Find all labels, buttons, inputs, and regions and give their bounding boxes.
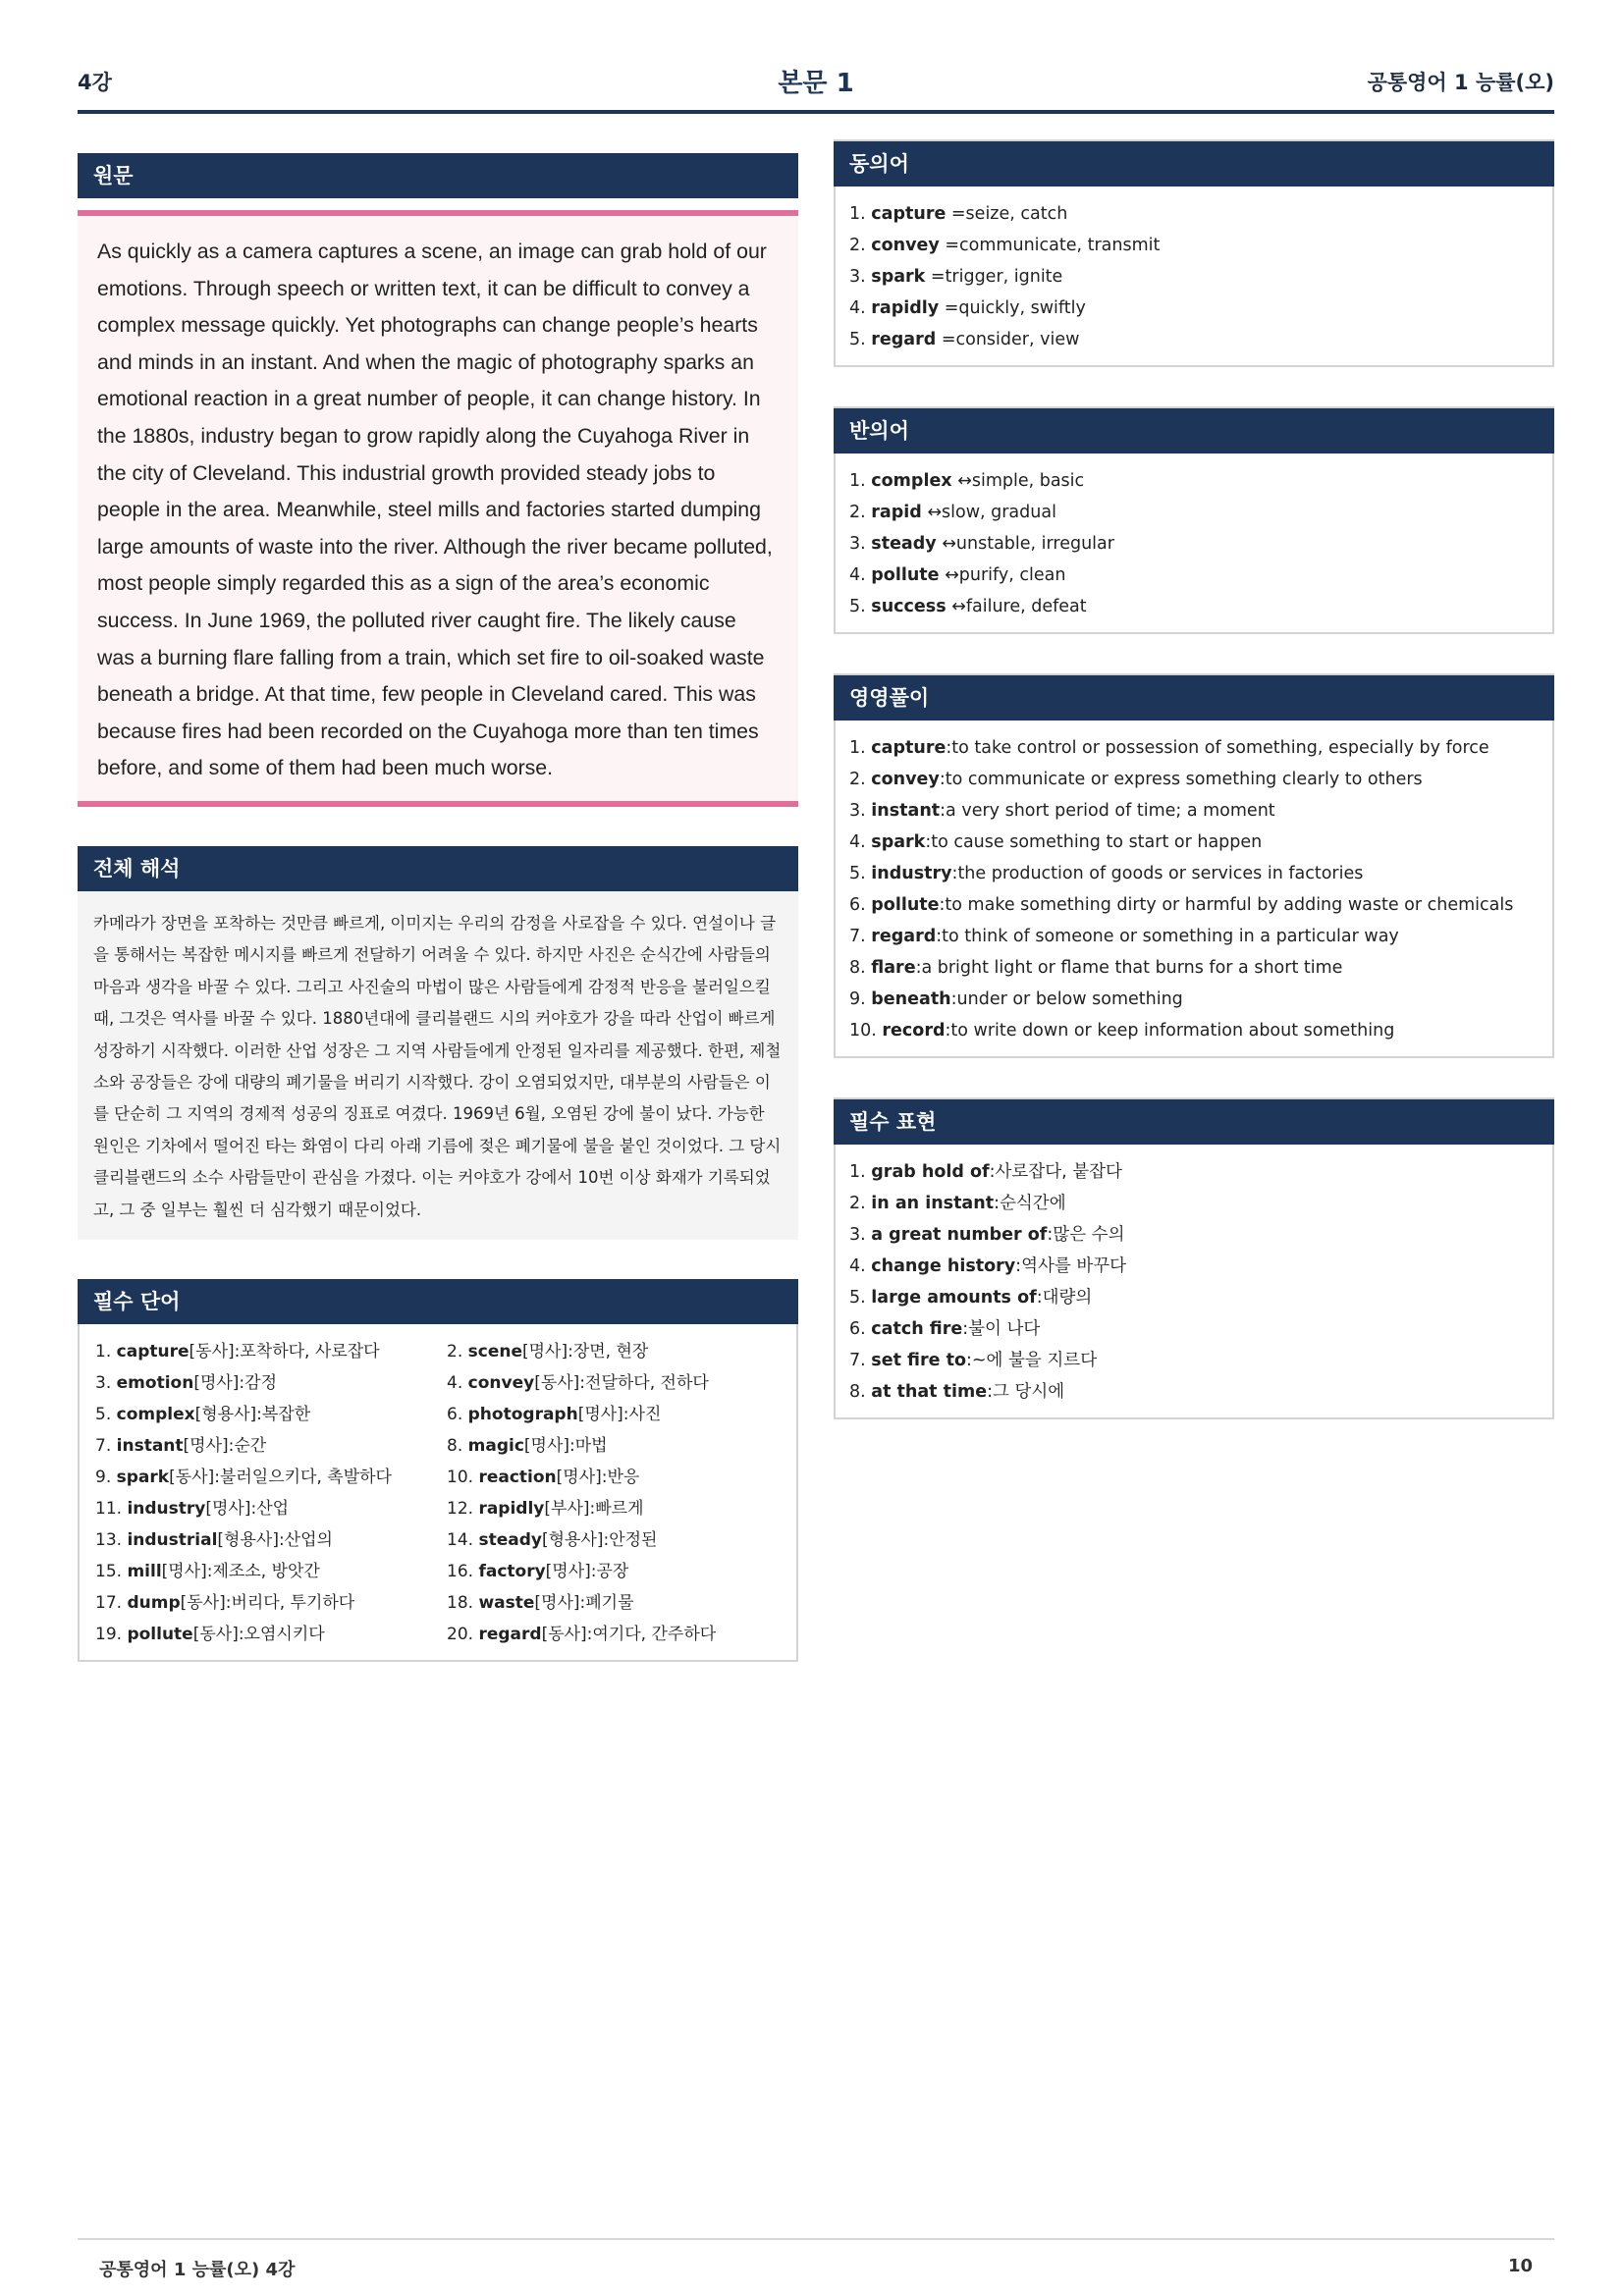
item-number: 1.: [849, 1162, 866, 1182]
item-number: 1.: [849, 738, 866, 758]
item-word: catch fire: [871, 1319, 963, 1339]
vocab-item: [95, 1587, 447, 1619]
synonym-item: [849, 324, 1539, 355]
item-word: capture: [871, 204, 947, 224]
vocab-item: [95, 1619, 447, 1650]
expression-item: [849, 1188, 1539, 1219]
definition-item: [849, 952, 1539, 984]
antonyms-list: [834, 454, 1554, 634]
definition-item: [849, 921, 1539, 952]
vocab-item: [447, 1336, 781, 1367]
item-word: pollute: [871, 895, 940, 915]
item-meaning: [명사]:장면, 현장: [522, 1341, 649, 1362]
item-word: flare: [871, 958, 916, 978]
item-number: 4.: [849, 298, 866, 318]
item-word: pollute: [871, 565, 940, 585]
vocab-item: [447, 1587, 781, 1619]
item-number: 1.: [849, 204, 866, 224]
item-word: regard: [871, 330, 937, 349]
item-number: 2.: [849, 503, 866, 522]
item-number: 3.: [95, 1372, 112, 1393]
definition-item: [849, 889, 1539, 921]
item-word: change history: [871, 1256, 1016, 1276]
lesson-label: 4강: [78, 71, 112, 94]
item-meaning: =communicate, transmit: [939, 236, 1161, 255]
item-word: regard: [871, 927, 937, 946]
item-meaning: [명사]:마법: [523, 1435, 608, 1456]
item-number: 3.: [849, 801, 866, 821]
item-number: 4.: [849, 565, 866, 585]
item-word: grab hold of: [871, 1162, 990, 1182]
item-word: complex: [116, 1404, 195, 1424]
item-meaning: =quickly, swiftly: [939, 298, 1086, 318]
item-number: 6.: [849, 1319, 866, 1339]
item-number: 6.: [447, 1404, 463, 1424]
item-number: 7.: [95, 1435, 112, 1456]
item-number: 15.: [95, 1561, 123, 1581]
item-meaning: ↔slow, gradual: [921, 503, 1056, 522]
item-number: 8.: [447, 1435, 463, 1456]
item-word: dump: [127, 1592, 181, 1613]
vocab-item: [447, 1367, 781, 1399]
item-number: 20.: [447, 1624, 474, 1644]
item-meaning: ↔unstable, irregular: [936, 534, 1114, 554]
antonym-item: [849, 560, 1539, 591]
item-meaning: :~에 불을 지르다: [965, 1351, 1098, 1370]
definition-item: [849, 827, 1539, 858]
item-meaning: [동사]:버리다, 투기하다: [180, 1592, 355, 1613]
item-meaning: :the production of goods or services in factories: [951, 864, 1364, 883]
item-meaning: :to make something dirty or harmful by adding waste or chemicals: [939, 895, 1514, 915]
item-meaning: [동사]:여기다, 간주하다: [541, 1624, 717, 1644]
page-title: 본문 1: [778, 69, 854, 98]
definition-item: [849, 984, 1539, 1015]
definition-item: [849, 795, 1539, 827]
vocab-title: 필수 단어: [78, 1279, 798, 1324]
item-number: 17.: [95, 1592, 123, 1613]
item-meaning: ↔simple, basic: [951, 471, 1085, 491]
item-meaning: [동사]:오염시키다: [192, 1624, 325, 1644]
expression-item: [849, 1376, 1539, 1408]
item-meaning: :to cause something to start or happen: [925, 832, 1263, 852]
original-text: As quickly as a camera captures a scene, an image can grab hold of our emotions. Through speech or written text, it can be difficult to convey a complex message quickly. Yet photographs can change people’s hearts and minds in an instant. And when the magic of photography sparks an emotional reaction in a great number of people, it can change history. In the 1880s, industry began to grow rapidly along the Cuyahoga River in the city of Cleveland. This industrial growth provided steady jobs to people in the area. Meanwhile, steel mills and factories started dumping large amounts of waste into the river. Although the river became polluted, most people simply regarded this as a sign of the area’s economic success. In June 1969, the polluted river caught fire. The likely cause was a burning flare falling from a train, which set fire to oil-soaked waste beneath a bridge. At that time, few people in Cleveland cared. This was because fires had been recorded on the Cuyahoga more than ten times before, and some of them had been much worse.: [97, 240, 773, 780]
item-meaning: [명사]:감정: [193, 1372, 277, 1393]
item-meaning: [형용사]:복잡한: [194, 1404, 311, 1424]
antonym-item: [849, 497, 1539, 528]
item-word: scene: [467, 1341, 522, 1362]
item-word: convey: [871, 236, 940, 255]
item-number: 4.: [849, 1256, 866, 1276]
synonym-item: [849, 230, 1539, 261]
translation-title: 전체 해석: [78, 846, 798, 891]
item-number: 16.: [447, 1561, 474, 1581]
definition-item: [849, 858, 1539, 889]
item-meaning: =consider, view: [936, 330, 1080, 349]
item-word: spark: [871, 267, 926, 287]
item-meaning: ↔failure, defeat: [946, 597, 1087, 616]
item-number: 2.: [849, 770, 866, 789]
item-word: instant: [871, 801, 941, 821]
item-word: large amounts of: [871, 1288, 1037, 1308]
antonym-item: [849, 465, 1539, 497]
item-meaning: =seize, catch: [946, 204, 1068, 224]
item-word: instant: [116, 1435, 184, 1456]
item-word: success: [871, 597, 947, 616]
item-meaning: :그 당시에: [987, 1382, 1065, 1402]
item-number: 8.: [849, 1382, 866, 1402]
item-number: 7.: [849, 927, 866, 946]
item-meaning: :많은 수의: [1047, 1225, 1125, 1245]
synonym-item: [849, 198, 1539, 230]
item-number: 5.: [849, 1288, 866, 1308]
item-number: 14.: [447, 1529, 474, 1550]
vocab-item: [95, 1493, 447, 1524]
item-meaning: [동사]:포착하다, 사로잡다: [189, 1341, 380, 1362]
vocab-item: [447, 1430, 781, 1462]
vocab-item: [447, 1493, 781, 1524]
expressions-list: [834, 1145, 1554, 1419]
item-meaning: :to think of someone or something in a particular way: [936, 927, 1399, 946]
item-word: steady: [871, 534, 937, 554]
item-word: mill: [127, 1561, 162, 1581]
expression-item: [849, 1251, 1539, 1282]
antonyms-section: [834, 406, 1554, 634]
item-word: record: [882, 1021, 946, 1041]
item-number: 3.: [849, 1225, 866, 1245]
item-meaning: [명사]:사진: [577, 1404, 662, 1424]
expression-item: [849, 1156, 1539, 1188]
item-word: in an instant: [871, 1194, 995, 1213]
item-meaning: :a very short period of time; a moment: [940, 801, 1275, 821]
item-word: industry: [127, 1498, 206, 1519]
item-word: rapidly: [871, 298, 940, 318]
item-meaning: [명사]:반응: [556, 1467, 640, 1487]
item-number: 1.: [95, 1341, 112, 1362]
vocab-section: [78, 1279, 798, 1662]
item-meaning: :to take control or possession of something, especially by force: [946, 738, 1489, 758]
item-meaning: [형용사]:산업의: [217, 1529, 333, 1550]
item-word: spark: [871, 832, 926, 852]
item-number: 19.: [95, 1624, 123, 1644]
item-number: 2.: [447, 1341, 463, 1362]
definition-item: [849, 1015, 1539, 1046]
item-meaning: [명사]:산업: [205, 1498, 290, 1519]
item-meaning: [형용사]:안정된: [541, 1529, 658, 1550]
vocab-list: [78, 1324, 798, 1662]
original-box: [78, 210, 798, 807]
item-meaning: ↔purify, clean: [939, 565, 1066, 585]
item-number: 12.: [447, 1498, 474, 1519]
item-meaning: [동사]:불러일으키다, 촉발하다: [169, 1467, 392, 1487]
definition-item: [849, 732, 1539, 764]
item-word: regard: [478, 1624, 542, 1644]
vocab-item: [95, 1399, 447, 1430]
footer-book-label: 공통영어 1 능률(오) 4강: [99, 2260, 296, 2280]
item-word: steady: [478, 1529, 542, 1550]
vocab-item: [95, 1367, 447, 1399]
vocab-item: [95, 1430, 447, 1462]
item-meaning: [명사]:제조소, 방앗간: [161, 1561, 320, 1581]
expression-item: [849, 1345, 1539, 1376]
item-meaning: :to communicate or express something clearly to others: [939, 770, 1423, 789]
left-column: [78, 153, 798, 1662]
item-word: rapidly: [478, 1498, 545, 1519]
item-word: pollute: [127, 1624, 193, 1644]
antonym-item: [849, 528, 1539, 560]
item-number: 3.: [849, 534, 866, 554]
item-number: 3.: [849, 267, 866, 287]
item-word: photograph: [467, 1404, 578, 1424]
item-number: 9.: [849, 989, 866, 1009]
expressions-title: 필수 표현: [834, 1099, 1554, 1145]
item-number: 11.: [95, 1498, 123, 1519]
item-number: 1.: [849, 471, 866, 491]
synonym-item: [849, 261, 1539, 293]
item-meaning: :순식간에: [994, 1194, 1066, 1213]
original-title: 원문: [78, 153, 798, 198]
vocab-item: [447, 1556, 781, 1587]
translation-box: [78, 891, 798, 1240]
antonym-item: [849, 591, 1539, 622]
antonyms-title: 반의어: [834, 408, 1554, 454]
definitions-title: 영영풀이: [834, 675, 1554, 721]
item-word: magic: [467, 1435, 524, 1456]
item-number: 2.: [849, 1194, 866, 1213]
item-meaning: :under or below something: [950, 989, 1183, 1009]
original-section: [78, 153, 798, 807]
vocab-item: [447, 1462, 781, 1493]
definitions-list: [834, 721, 1554, 1058]
vocab-item: [95, 1336, 447, 1367]
synonyms-list: [834, 187, 1554, 367]
item-word: rapid: [871, 503, 922, 522]
item-number: 5.: [95, 1404, 112, 1424]
item-word: industry: [871, 864, 952, 883]
item-meaning: :a bright light or flame that burns for a short time: [915, 958, 1343, 978]
item-number: 4.: [447, 1372, 463, 1393]
item-number: 5.: [849, 597, 866, 616]
item-word: emotion: [116, 1372, 194, 1393]
item-meaning: :역사를 바꾸다: [1015, 1256, 1127, 1276]
page-number: 10: [1507, 2256, 1533, 2276]
item-word: at that time: [871, 1382, 988, 1402]
vocab-item: [447, 1619, 781, 1650]
item-meaning: [명사]:폐기물: [534, 1592, 634, 1613]
synonym-item: [849, 293, 1539, 324]
item-number: 8.: [849, 958, 866, 978]
page-footer: [78, 2238, 1554, 2280]
item-meaning: :to write down or keep information about something: [945, 1021, 1395, 1041]
item-word: spark: [116, 1467, 170, 1487]
expression-item: [849, 1313, 1539, 1345]
page-header: [78, 59, 1554, 114]
expressions-section: [834, 1097, 1554, 1419]
item-meaning: =trigger, ignite: [925, 267, 1063, 287]
vocab-item: [95, 1524, 447, 1556]
item-number: 9.: [95, 1467, 112, 1487]
item-word: set fire to: [871, 1351, 966, 1370]
item-meaning: [동사]:전달하다, 전하다: [534, 1372, 709, 1393]
right-column: [834, 139, 1554, 1459]
item-number: 10.: [849, 1021, 877, 1041]
synonyms-section: [834, 139, 1554, 367]
vocab-item: [95, 1462, 447, 1493]
item-meaning: [명사]:순간: [183, 1435, 267, 1456]
item-meaning: :불이 나다: [962, 1319, 1041, 1339]
item-word: beneath: [871, 989, 951, 1009]
expression-item: [849, 1282, 1539, 1313]
expression-item: [849, 1219, 1539, 1251]
vocab-item: [95, 1556, 447, 1587]
book-label: 공통영어 1 능률(오): [1367, 71, 1554, 94]
item-number: 18.: [447, 1592, 474, 1613]
item-word: reaction: [478, 1467, 557, 1487]
definitions-section: [834, 673, 1554, 1058]
item-word: convey: [467, 1372, 535, 1393]
vocab-item: [447, 1524, 781, 1556]
translation-text: 카메라가 장면을 포착하는 것만큼 빠르게, 이미지는 우리의 감정을 사로잡을 수 있다. 연설이나 글을 통해서는 복잡한 메시지를 빠르게 전달하기 어려울 수 있다. 하지만 사진은 순식간에 사람들의 마음과 생각을 바꿀 수 있다. 그리고 사진술의 마법이 많은 사람들에게 감정적 반응을 불러일으킬 때, 그것은 역사를 바꿀 수 있다. 1880년대에 클리블랜드 시의 커야호가 강을 따라 산업이 빠르게 성장하기 시작했다. 이러한 산업 성장은 그 지역 사람들에게 안정된 일자리를 제공했다. 한편, 제철소와 공장들은 강에 대량의 폐기물을 버리기 시작했다. 강이 오염되었지만, 대부분의 사람들은 이를 단순히 그 지역의 경제적 성공의 징표로 여겼다. 1969년 6월, 오염된 강에 불이 났다. 가능한 원인은 기차에서 떨어진 타는 화염이 다리 아래 기름에 젖은 폐기물에 불을 붙인 것이었다. 그 당시 클리블랜드의 소수 사람들만이 관심을 가졌다. 이는 커야호가 강에서 10번 이상 화재가 기록되었고, 그 중 일부는 훨씬 더 심각했기 때문이었다.: [93, 913, 782, 1219]
item-number: 5.: [849, 864, 866, 883]
item-word: waste: [478, 1592, 535, 1613]
item-word: industrial: [127, 1529, 218, 1550]
translation-section: [78, 846, 798, 1240]
item-number: 10.: [447, 1467, 474, 1487]
item-number: 7.: [849, 1351, 866, 1370]
item-number: 6.: [849, 895, 866, 915]
vocab-item: [447, 1399, 781, 1430]
item-number: 2.: [849, 236, 866, 255]
item-word: capture: [871, 738, 947, 758]
item-word: factory: [478, 1561, 546, 1581]
item-number: 4.: [849, 832, 866, 852]
item-meaning: [명사]:공장: [545, 1561, 629, 1581]
item-number: 13.: [95, 1529, 123, 1550]
synonyms-title: 동의어: [834, 141, 1554, 187]
item-number: 5.: [849, 330, 866, 349]
item-word: a great number of: [871, 1225, 1048, 1245]
item-word: capture: [116, 1341, 189, 1362]
item-meaning: :사로잡다, 붙잡다: [989, 1162, 1122, 1182]
item-word: complex: [871, 471, 952, 491]
item-word: convey: [871, 770, 940, 789]
item-meaning: [부사]:빠르게: [544, 1498, 644, 1519]
item-meaning: :대량의: [1036, 1288, 1093, 1308]
definition-item: [849, 764, 1539, 795]
